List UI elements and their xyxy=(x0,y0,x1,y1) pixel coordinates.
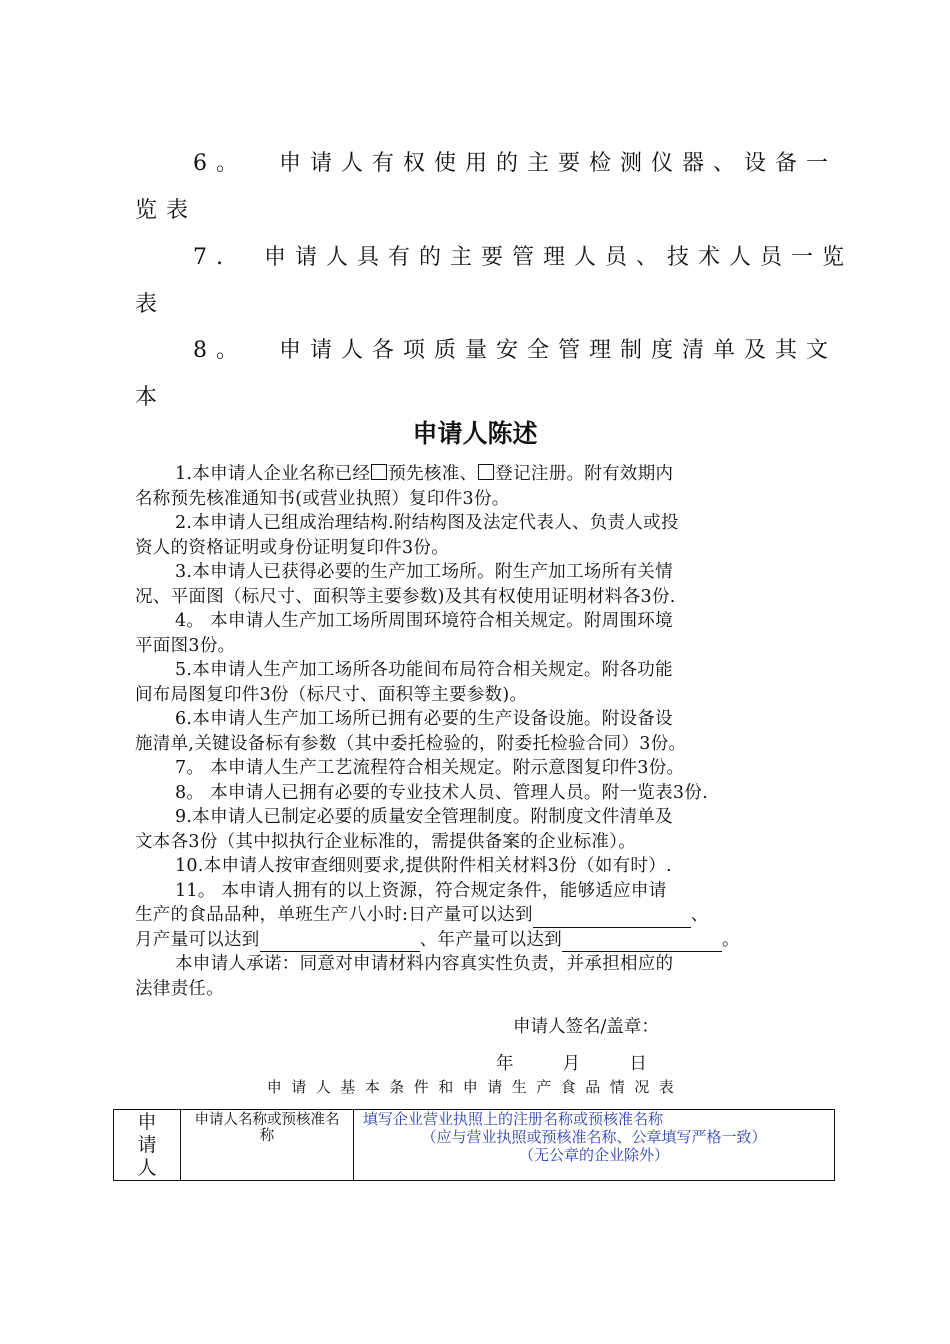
table-title: 申请人基本条件和申请生产食品情况表 xyxy=(266,1078,684,1096)
statement-pledge: 本申请人承诺：同意对申请材料内容真实性负责，并承担相应的 xyxy=(175,954,674,974)
list-item-text: 申请人各项质量安全管理制度清单及其文 xyxy=(279,338,838,363)
checkbox-registered[interactable] xyxy=(478,464,494,480)
list-item-number: 7. xyxy=(193,245,232,270)
daily-output-field[interactable] xyxy=(533,909,691,928)
list-item-number: 6。 xyxy=(193,151,247,176)
statement-p1 xyxy=(135,462,817,487)
list-item-number: 8。 xyxy=(193,338,247,363)
table-row xyxy=(114,1110,835,1181)
statement-p9-cont: 文本各3份（其中拟执行企业标准的，需提供备案的企业标准）。 xyxy=(135,831,637,852)
signature-date xyxy=(496,1050,647,1075)
fill-hint-line: 填写企业营业执照上的注册名称或预核准名称 xyxy=(363,1110,664,1128)
statement-p2-cont: 资人的资格证明或身份证明复印件3份。 xyxy=(135,537,450,558)
statement-body xyxy=(135,462,817,1001)
statement-text: 。 xyxy=(722,929,740,950)
row-label-text: 申请人 xyxy=(137,1111,157,1179)
statement-text: 预先核准、 xyxy=(388,464,478,484)
statement-pledge-cont: 法律责任。 xyxy=(135,978,224,999)
statement-text: 1.本申请人企业名称已经 xyxy=(175,464,371,484)
annual-output-field[interactable] xyxy=(562,933,722,952)
statement-p3-cont: 况、平面图（标尺寸、面积等主要参数)及其有权使用证明材料各3份. xyxy=(135,586,676,607)
statement-text: 生产的食品品种，单班生产八小时:日产量可以达到 xyxy=(135,905,533,925)
signature-label: 申请人签名/盖章： xyxy=(513,1017,659,1037)
fill-hint-line: （应与营业执照或预核准名称、公章填写严格一致） xyxy=(421,1128,767,1146)
statement-p6-cont: 施清单,关键设备标有参数（其中委托检验的，附委托检验合同）3份。 xyxy=(135,733,687,754)
statement-p9: 9.本申请人已制定必要的质量安全管理制度。附制度文件清单及 xyxy=(175,807,673,827)
statement-p5: 5.本申请人生产加工场所各功能间布局符合相关规定。附各功能 xyxy=(175,660,673,680)
field-name-cell xyxy=(181,1110,354,1181)
list-item-7 xyxy=(193,240,854,271)
statement-p4: 4。 本申请人生产加工场所周围环境符合相关规定。附周围环境 xyxy=(175,611,673,631)
statement-p10: 10.本申请人按审查细则要求,提供附件相关材料3份（如有时）. xyxy=(175,856,672,876)
statement-text: 月产量可以达到 xyxy=(135,929,260,950)
statement-p7: 7。 本申请人生产工艺流程符合相关规定。附示意图复印件3份。 xyxy=(175,758,685,778)
statement-title: 申请人陈述 xyxy=(412,419,538,448)
statement-p5-cont: 间布局图复印件3份（标尺寸、面积等主要参数)。 xyxy=(135,684,528,705)
statement-p2: 2.本申请人已组成治理结构.附结构图及法定代表人、负责人或投 xyxy=(175,513,679,533)
statement-p4-cont: 平面图3份。 xyxy=(135,635,236,656)
statement-p6: 6.本申请人生产加工场所已拥有必要的生产设备设施。附设备设 xyxy=(175,709,673,729)
statement-p11: 11。 本申请人拥有的以上资源，符合规定条件，能够适应申请 xyxy=(175,880,667,901)
statement-text: 、年产量可以达到 xyxy=(419,929,563,950)
list-item-8-cont: 本 xyxy=(135,385,158,410)
list-item-7-cont: 表 xyxy=(135,292,158,317)
applicant-name-field[interactable] xyxy=(354,1110,835,1181)
list-item-6-cont: 览表 xyxy=(135,198,198,223)
checkbox-prior-approval[interactable] xyxy=(371,464,387,480)
statement-p11-cont xyxy=(135,903,817,928)
date-month-label: 月 xyxy=(562,1054,581,1074)
list-item-text: 申请人具有的主要管理人员、技术人员一览 xyxy=(264,245,854,270)
statement-text: 登记注册。附有效期内 xyxy=(495,464,674,484)
statement-p3: 3.本申请人已获得必要的生产加工场所。附生产加工场所有关情 xyxy=(175,562,673,582)
list-item-8 xyxy=(193,333,838,364)
statement-text: 、 xyxy=(690,905,709,925)
date-day-label: 日 xyxy=(629,1054,647,1074)
date-year-label: 年 xyxy=(496,1054,514,1074)
list-item-6 xyxy=(193,146,838,177)
statement-p8: 8。 本申请人已拥有必要的专业技术人员、管理人员。附一览表3份. xyxy=(175,782,708,803)
statement-p11-cont2 xyxy=(135,928,817,953)
fill-hint-line: （无公章的企业除外） xyxy=(518,1146,669,1164)
monthly-output-field[interactable] xyxy=(260,933,420,952)
applicant-info-table xyxy=(113,1109,835,1181)
row-label-applicant xyxy=(114,1110,181,1181)
statement-p1-cont: 名称预先核准通知书(或营业执照）复印件3份。 xyxy=(135,488,510,509)
field-name-text: 申请人名称或预核准名称 xyxy=(194,1112,340,1144)
list-item-text: 申请人有权使用的主要检测仪器、设备一 xyxy=(279,151,838,176)
